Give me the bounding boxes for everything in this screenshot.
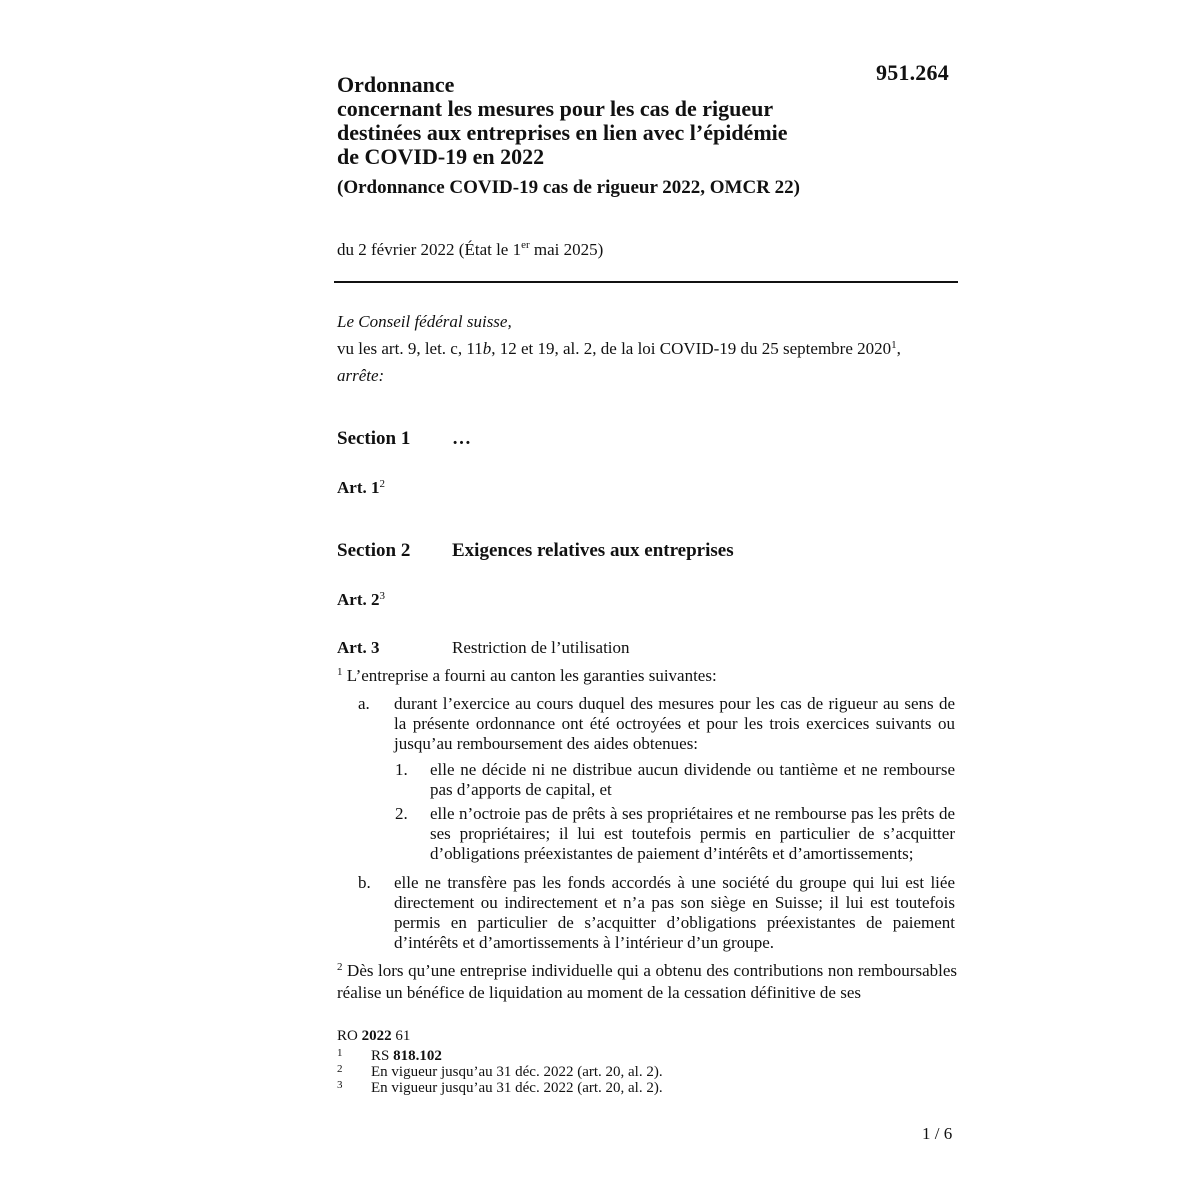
footnote-text bbox=[371, 1048, 442, 1064]
section-label: Section 2 bbox=[337, 540, 411, 561]
preamble-authority bbox=[337, 312, 957, 332]
preamble-decree bbox=[337, 366, 957, 386]
article-1-heading bbox=[337, 478, 385, 498]
footnote-ref[interactable]: 3 bbox=[379, 590, 385, 602]
ro-year: 2022 bbox=[361, 1028, 392, 1044]
article-3-heading bbox=[337, 638, 630, 658]
article-2-heading bbox=[337, 590, 385, 610]
list-item-a2 bbox=[395, 804, 955, 864]
article-title: Restriction de l’utilisation bbox=[452, 638, 630, 657]
authority-text: Le Conseil fédéral suisse, bbox=[337, 312, 512, 331]
list-item-a bbox=[358, 694, 955, 754]
list-marker: a. bbox=[358, 694, 370, 713]
title-line: concernant les mesures pour les cas de rigueur bbox=[337, 96, 774, 121]
footnote-text bbox=[371, 1080, 663, 1096]
sr-number: 951.264 bbox=[876, 60, 949, 85]
title-divider bbox=[334, 281, 958, 283]
basis-italic: b bbox=[482, 339, 492, 358]
section-title: Exigences relatives aux entreprises bbox=[452, 540, 734, 561]
list-item-text: durant l’exercice au cours duquel des mesures pour les cas de rigueur au sens de la présente ordonnance ont été octroyées et pour les trois exercices suivants ou jusqu’au remboursement des aides obtenues: bbox=[394, 694, 955, 753]
list-item-b bbox=[358, 873, 955, 953]
ro-prefix: RO bbox=[337, 1028, 362, 1044]
date-suffix: mai 2025) bbox=[529, 240, 604, 259]
section-1-heading bbox=[337, 428, 471, 450]
footnote-number: 3 bbox=[337, 1079, 343, 1091]
paragraph-number: 1 bbox=[337, 666, 343, 678]
article-3-paragraph-1 bbox=[337, 666, 957, 688]
list-item-text: elle ne décide ni ne distribue aucun dividende ou tantième et ne rembourse pas d’apports de capital, et bbox=[430, 760, 955, 799]
preamble-basis bbox=[337, 339, 957, 359]
footnote-bold: 818.102 bbox=[393, 1048, 442, 1064]
list-marker: 1. bbox=[395, 760, 408, 779]
basis-text: vu les art. 9, let. c, 11 bbox=[337, 339, 483, 358]
footnote-prefix: RS bbox=[371, 1048, 394, 1064]
footnote-ref[interactable]: 2 bbox=[379, 478, 385, 490]
ro-page: 61 bbox=[391, 1028, 411, 1044]
document-date bbox=[337, 240, 603, 260]
footnote-text bbox=[371, 1064, 663, 1080]
date-prefix: du 2 février 2022 (État le 1 bbox=[337, 240, 522, 259]
title-line: Ordonnance bbox=[337, 72, 455, 97]
document-title bbox=[337, 73, 897, 169]
article-label: Art. 3 bbox=[337, 638, 380, 657]
paragraph-number: 2 bbox=[337, 961, 343, 973]
list-item-a1 bbox=[395, 760, 955, 800]
paragraph-text: Dès lors qu’une entreprise individuelle qui a obtenu des contributions non remboursables réalise un bénéfice de liquidation au moment de la cessation définitive de ses bbox=[337, 961, 957, 1002]
official-compilation-ref bbox=[337, 1028, 410, 1045]
footnote-body: En vigueur jusqu’au 31 déc. 2022 (art. 20, al. 2). bbox=[371, 1080, 663, 1096]
basis-text: , bbox=[896, 339, 901, 358]
title-line: de COVID-19 en 2022 bbox=[337, 144, 545, 169]
list-marker: 2. bbox=[395, 804, 408, 823]
section-label: Section 1 bbox=[337, 428, 411, 449]
article-label: Art. 2 bbox=[337, 590, 380, 609]
footnote-ref[interactable]: 1 bbox=[891, 339, 897, 351]
footnote-number: 2 bbox=[337, 1063, 343, 1075]
basis-text: , 12 et 19, al. 2, de la loi COVID-19 du 25 septembre 2020 bbox=[491, 339, 892, 358]
title-line: destinées aux entreprises en lien avec l’épidémie bbox=[337, 120, 788, 145]
document-subtitle: (Ordonnance COVID-19 cas de rigueur 2022, OMCR 22) bbox=[337, 177, 801, 198]
list-item-text: elle n’octroie pas de prêts à ses propriétaires et ne rembourse pas les prêts de ses propriétaires; il lui est toutefois permis en particulier de s’acquitter d’obligations préexistantes de paiement d’intérêts et d’amortissements; bbox=[430, 804, 955, 863]
date-sup: er bbox=[521, 239, 530, 251]
decree-text: arrête: bbox=[337, 366, 385, 385]
section-2-heading bbox=[337, 540, 734, 562]
article-label: Art. 1 bbox=[337, 478, 380, 497]
page-number: 1 / 6 bbox=[922, 1124, 953, 1143]
paragraph-text: L’entreprise a fourni au canton les garanties suivantes: bbox=[342, 666, 717, 685]
section-title: … bbox=[452, 428, 471, 449]
article-3-paragraph-2 bbox=[337, 961, 957, 1003]
list-item-text: elle ne transfère pas les fonds accordés à une société du groupe qui lui est liée directement ou indirectement et n’a pas son siège en Suisse; il lui est toutefois permis en particulier de s’acquitter d’obligations préexistantes de paiement d’intérêts et d’amortissements à l’intérieur d’un groupe. bbox=[394, 873, 955, 952]
footnote-number: 1 bbox=[337, 1047, 343, 1059]
footnote-body: En vigueur jusqu’au 31 déc. 2022 (art. 20, al. 2). bbox=[371, 1064, 663, 1080]
list-marker: b. bbox=[358, 873, 371, 892]
